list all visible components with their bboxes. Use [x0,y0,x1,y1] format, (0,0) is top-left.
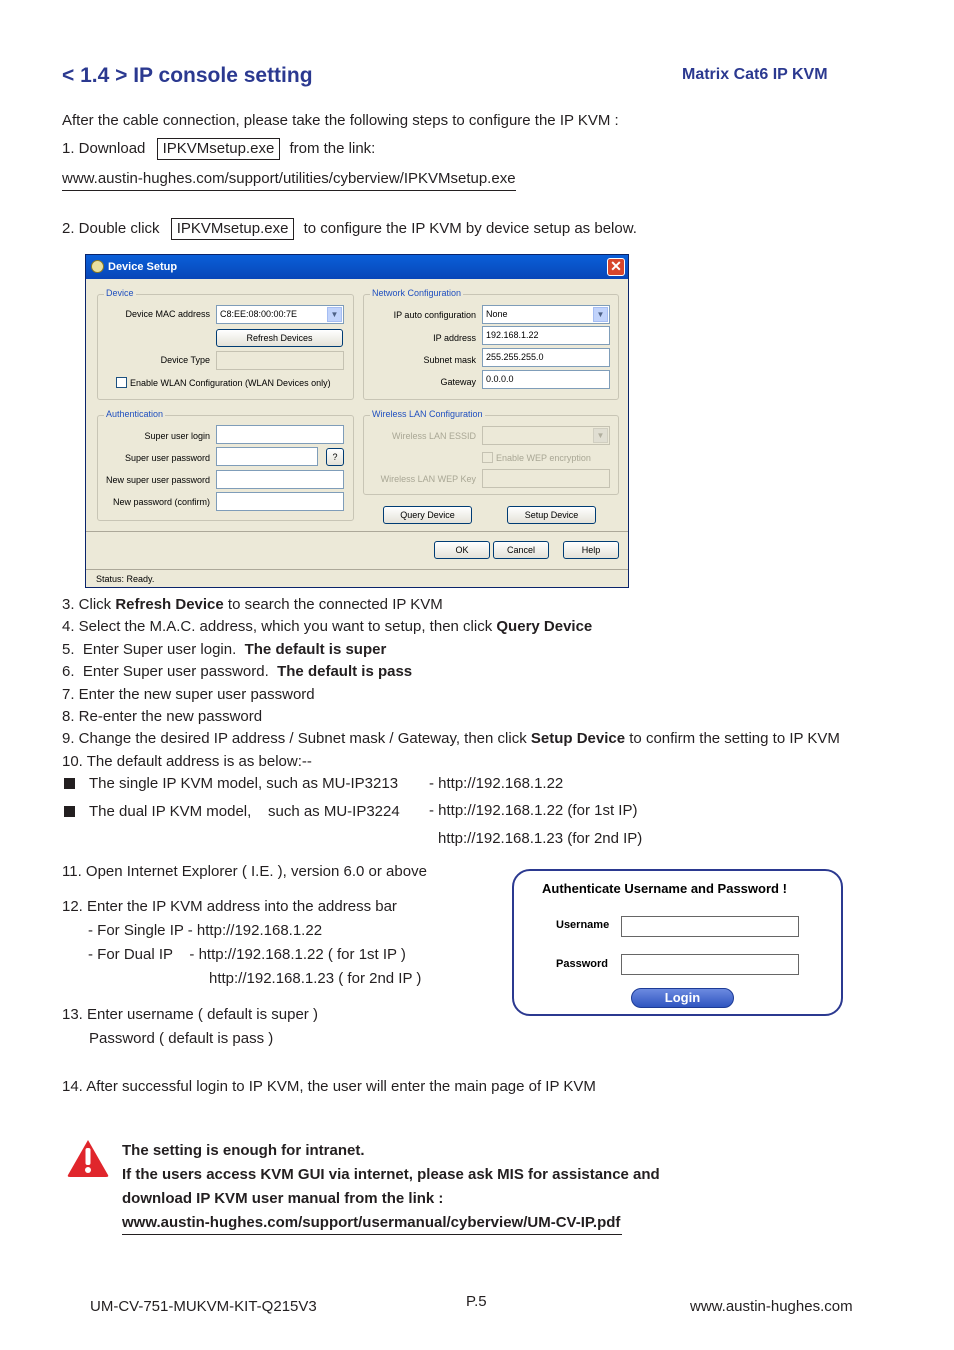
warning-line-3: download IP KVM user manual from the link : [122,1190,444,1207]
step-3-text-end: to search the connected IP KVM [223,596,443,613]
new-password-label: New super user password [105,475,210,485]
warning-line-1: The setting is enough for intranet. [122,1142,365,1159]
refresh-devices-button[interactable]: Refresh Devices [216,329,343,347]
login-panel-title: Authenticate Username and Password ! [542,881,787,896]
footer-doc-id: UM-CV-751-MUKVM-KIT-Q215V3 [90,1298,317,1315]
confirm-password-label: New password (confirm) [112,497,210,507]
single-model-row [64,775,398,792]
chevron-down-icon[interactable]: ▼ [327,307,342,322]
confirm-password-field[interactable] [216,492,344,511]
step-4 [62,618,592,635]
wep-key-field [482,469,610,488]
warning-line-2: If the users access KVM GUI via internet, please ask MIS for assistance and [122,1166,660,1183]
step-11: 11. Open Internet Explorer ( I.E. ), version 6.0 or above [62,863,427,880]
step-3-bold: Refresh Device [115,596,224,613]
manual-link[interactable] [122,1214,622,1231]
step-9 [62,730,840,747]
dual-model-address-2: http://192.168.1.23 (for 2nd IP) [438,830,643,847]
essid-select [482,426,610,445]
dialog-titlebar [86,255,628,279]
single-model-address: - http://192.168.1.22 [429,775,564,792]
super-password-field[interactable] [216,447,318,466]
step-2-prefix: 2. Double click [62,220,160,237]
bullet-icon [64,806,75,817]
step-3-text: 3. Click [62,596,116,613]
step-2 [62,218,637,240]
app-icon [91,260,104,273]
ip-auto-label: IP auto configuration [393,310,476,320]
subnet-mask-field[interactable]: 255.255.255.0 [482,348,610,367]
device-group-label: Device [106,288,134,298]
mac-value: C8:EE:08:00:00:7E [220,309,298,319]
chevron-down-icon[interactable]: ▼ [593,307,608,322]
setup-device-button[interactable]: Setup Device [507,506,596,524]
step-12-dual-2: http://192.168.1.23 ( for 2nd IP ) [209,970,422,987]
ip-address-label: IP address [433,333,476,343]
step-13-password: Password ( default is pass ) [89,1030,274,1047]
step-9-text-end: to confirm the setting to IP KVM [625,730,840,747]
dual-model-text: The dual IP KVM model, such as MU-IP3224 [89,803,400,820]
page-title: < 1.4 > IP console setting [62,64,313,87]
dialog-title: Device Setup [108,261,178,273]
step-5-text: 5. Enter Super user login. [62,641,245,658]
mac-label: Device MAC address [125,309,210,319]
authentication-group-label: Authentication [106,409,164,419]
device-type-field [216,351,344,370]
step-13: 13. Enter username ( default is super ) [62,1006,318,1023]
download-link-text[interactable]: www.austin-hughes.com/support/utilities/cyberview/IPKVMsetup.exe [62,170,516,191]
dual-model-address-1: - http://192.168.1.22 (for 1st IP) [429,802,638,819]
manual-link-text[interactable]: www.austin-hughes.com/support/usermanual/cyberview/UM-CV-IP.pdf [122,1214,622,1235]
close-icon[interactable]: ✕ [607,258,625,276]
login-button[interactable]: Login [631,988,734,1008]
step-10: 10. The default address is as below:-- [62,753,312,770]
ip-address-field[interactable]: 192.168.1.22 [482,326,610,345]
cancel-button[interactable]: Cancel [493,541,549,559]
login-panel [512,869,843,1016]
intro-text: After the cable connection, please take the following steps to configure the IP KVM : [62,112,619,129]
network-group-label: Network Configuration [372,288,462,298]
step-1 [62,138,375,160]
status-bar: Status: Ready. [86,569,628,587]
step-1-filename: IPKVMsetup.exe [157,138,281,160]
footer-website: www.austin-hughes.com [690,1298,853,1315]
device-type-label: Device Type [160,355,210,365]
step-14: 14. After successful login to IP KVM, the user will enter the main page of IP KVM [62,1078,596,1095]
step-1-prefix: 1. Download [62,140,146,157]
username-input[interactable] [621,916,799,937]
warning-icon [66,1138,110,1178]
footer-page-number: P.5 [466,1293,487,1310]
dialog-divider [86,531,628,532]
step-6-text: 6. Enter Super user password. [62,663,278,680]
device-setup-dialog [85,254,629,588]
password-help-button[interactable]: ? [326,448,344,466]
wlan-checkbox[interactable] [116,377,127,388]
bullet-icon [64,778,75,789]
step-12-single: - For Single IP - http://192.168.1.22 [88,922,323,939]
product-name: Matrix Cat6 IP KVM [682,66,828,83]
username-label: Username [556,919,610,931]
gateway-field[interactable]: 0.0.0.0 [482,370,610,389]
wireless-group-label: Wireless LAN Configuration [372,409,483,419]
step-8: 8. Re-enter the new password [62,708,263,725]
step-3 [62,596,443,613]
super-login-field[interactable] [216,425,344,444]
wep-checkbox [482,452,493,463]
new-password-field[interactable] [216,470,344,489]
step-2-suffix: to configure the IP KVM by device setup as below. [303,220,637,237]
wep-key-label: Wireless LAN WEP Key [380,474,476,484]
chevron-down-icon: ▼ [593,428,608,443]
step-5-bold: The default is super [244,641,387,658]
help-button[interactable]: Help [563,541,619,559]
wlan-checkbox-label: Enable WLAN Configuration (WLAN Devices only) [130,378,331,388]
ip-auto-value: None [486,309,508,319]
password-label: Password [556,958,608,970]
mac-select[interactable] [216,305,344,324]
wep-checkbox-label: Enable WEP encryption [496,453,591,463]
step-4-bold: Query Device [496,618,593,635]
query-device-button[interactable]: Query Device [383,506,472,524]
step-12-dual: - For Dual IP - http://192.168.1.22 ( for 1st IP ) [88,946,406,963]
step-6 [62,663,412,680]
step-12: 12. Enter the IP KVM address into the address bar [62,898,397,915]
step-7: 7. Enter the new super user password [62,686,315,703]
password-input[interactable] [621,954,799,975]
step-9-text: 9. Change the desired IP address / Subnet mask / Gateway, then click [62,730,531,747]
single-model-text: The single IP KVM model, such as MU-IP3213 [89,775,399,792]
step-6-bold: The default is pass [277,663,413,680]
step-9-bold: Setup Device [530,730,626,747]
super-login-label: Super user login [144,431,210,441]
ok-button[interactable]: OK [434,541,490,559]
super-password-label: Super user password [124,453,210,463]
step-4-text: 4. Select the M.A.C. address, which you want to setup, then click [62,618,497,635]
step-5 [62,641,386,658]
ip-auto-select[interactable] [482,305,610,324]
dual-model-row [64,803,400,820]
download-link[interactable] [62,170,516,187]
subnet-mask-label: Subnet mask [423,355,476,365]
step-1-suffix: from the link: [289,140,376,157]
gateway-label: Gateway [440,377,476,387]
essid-label: Wireless LAN ESSID [391,431,476,441]
step-2-filename: IPKVMsetup.exe [171,218,295,240]
